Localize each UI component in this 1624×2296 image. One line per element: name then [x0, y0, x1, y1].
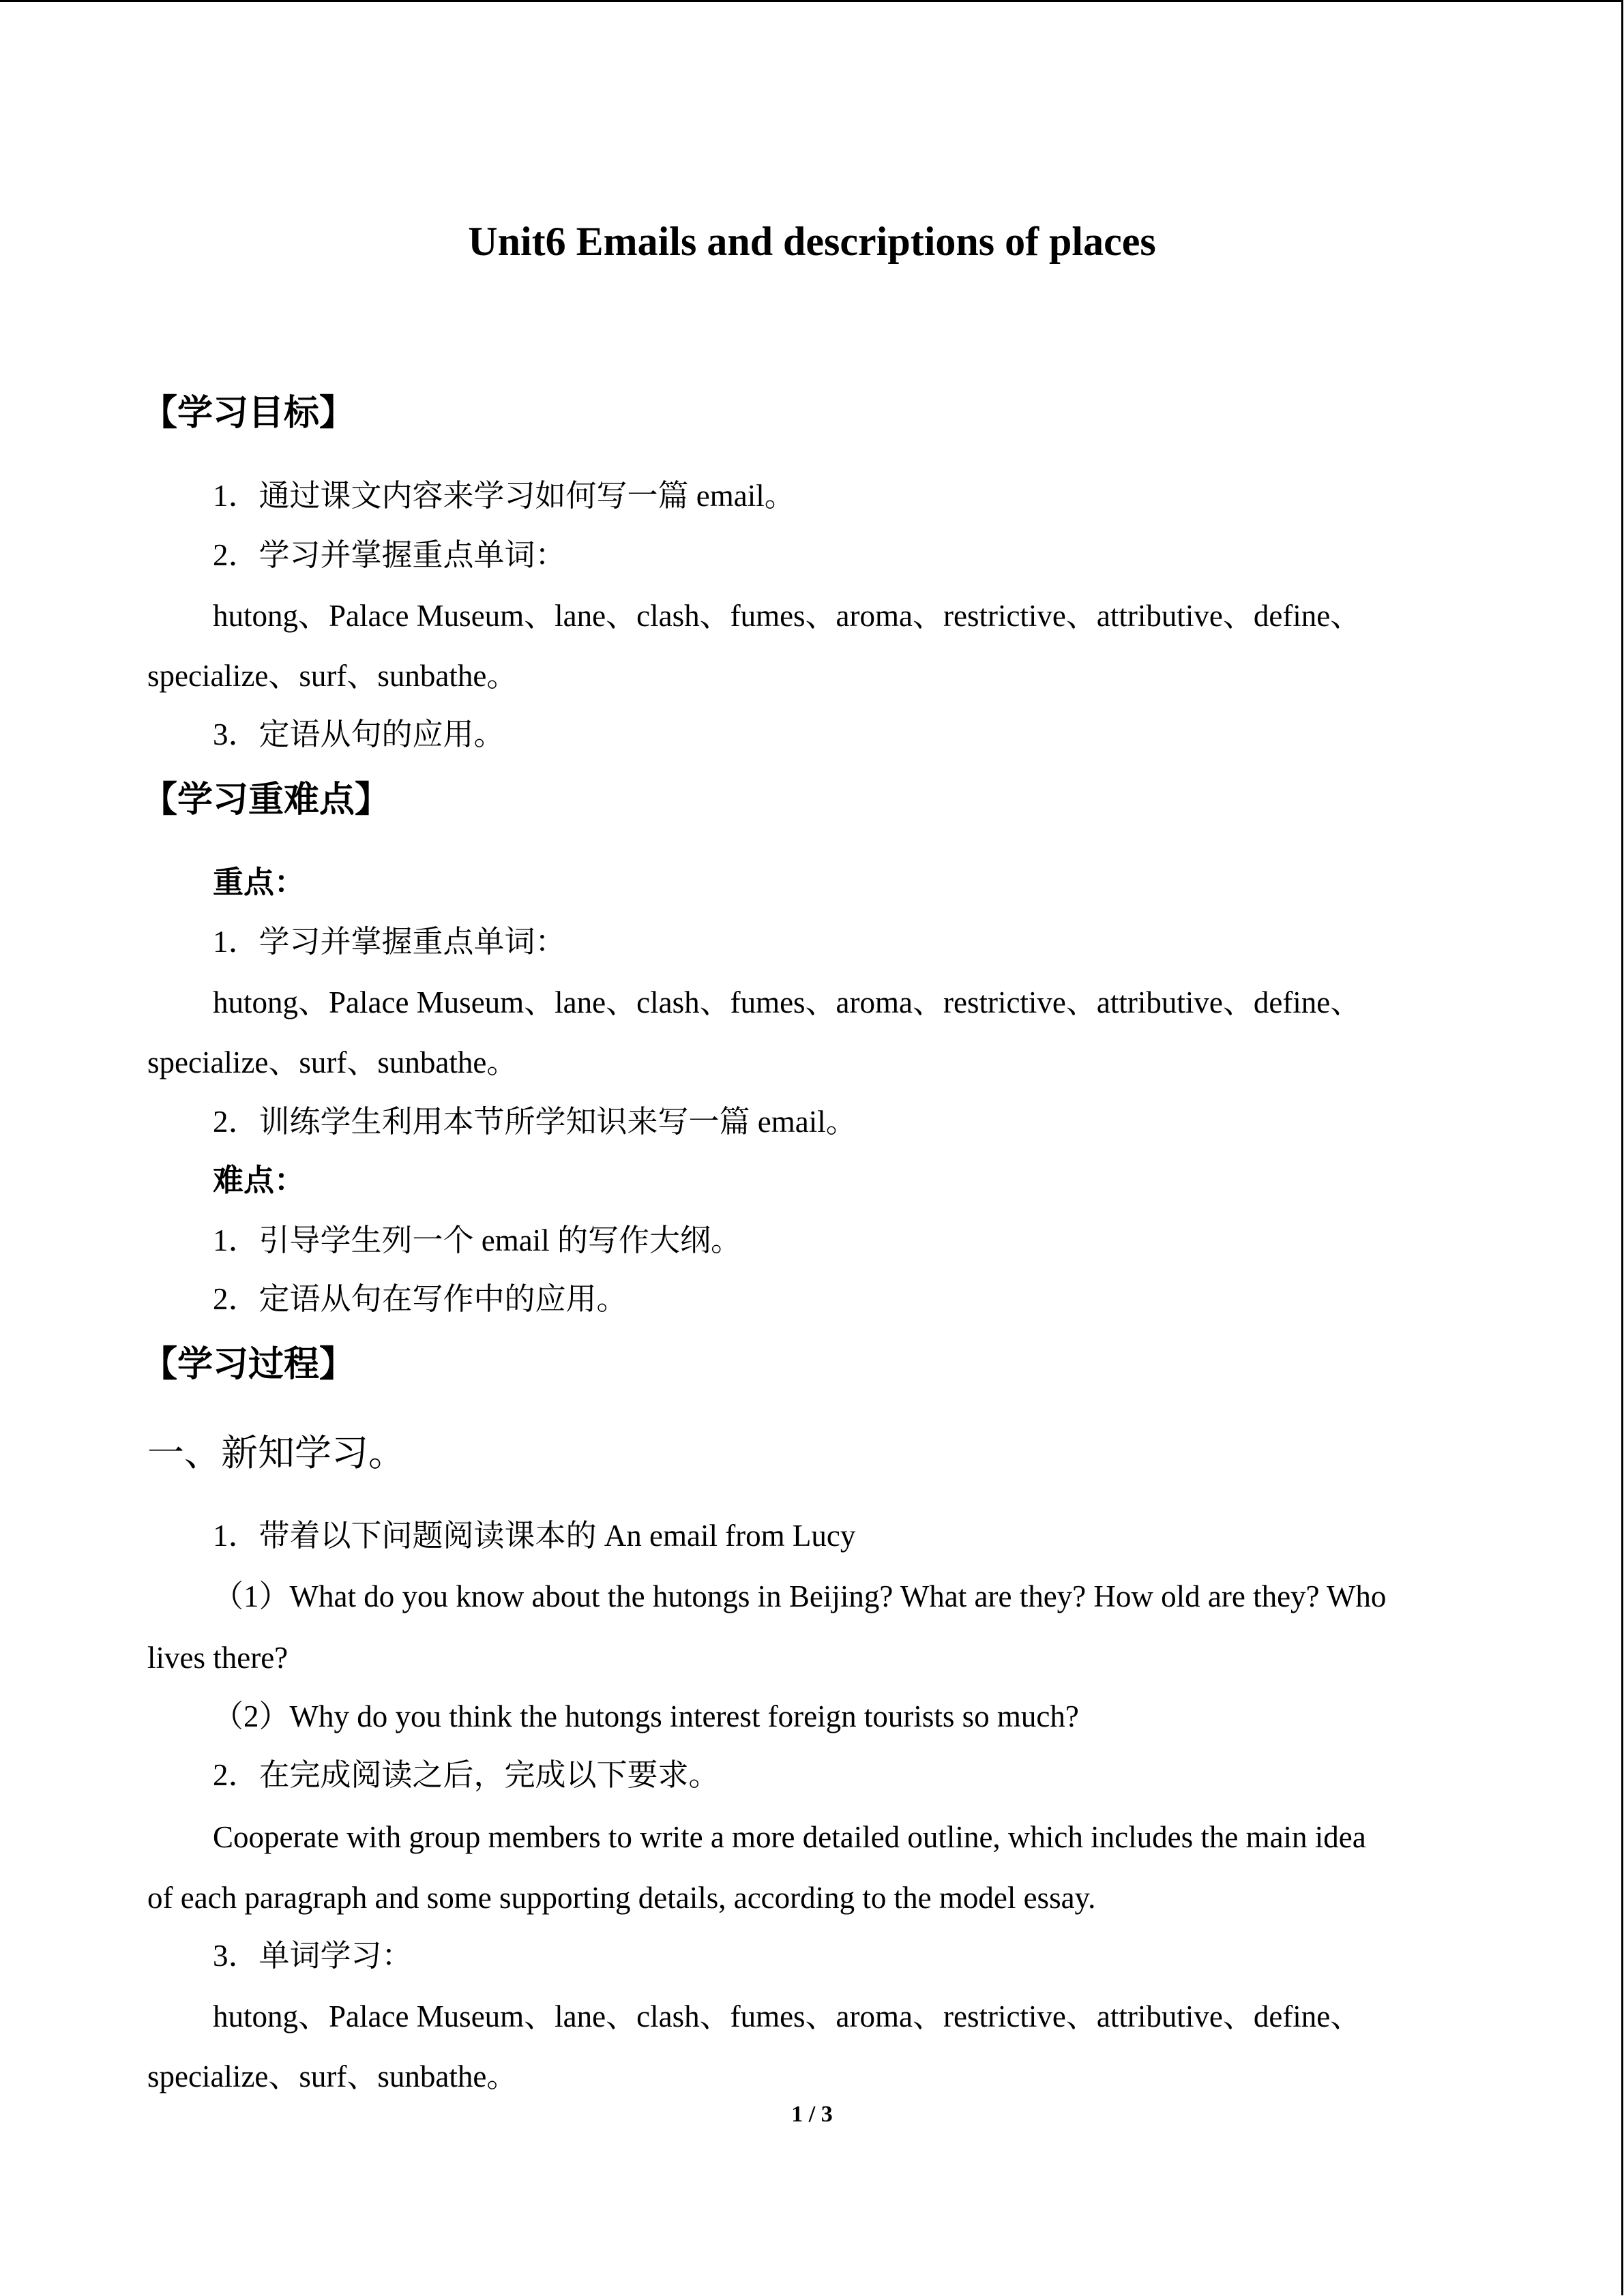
section-heading-objectives: 【学习目标】: [142, 394, 355, 433]
key-points-label: 重点：: [213, 865, 306, 899]
section-heading-process: 【学习过程】: [142, 1345, 355, 1384]
objective-item-2: 2．学习并掌握重点单词：: [213, 538, 566, 572]
objective-words-line-1: hutong、Palace Museum、lane、clash、fumes、aroma、restrictive、attributive、define、: [213, 599, 1361, 633]
process-part-1-title: 一、新知学习。: [147, 1433, 405, 1474]
process-words-line-1: hutong、Palace Museum、lane、clash、fumes、aroma、restrictive、attributive、define、: [213, 1999, 1361, 2033]
page-number: 1 / 3: [791, 2102, 833, 2127]
process-step-1: 1．带着以下问题阅读课本的 An email from Lucy: [213, 1519, 856, 1553]
difficult-item-2: 2．定语从句在写作中的应用。: [213, 1282, 628, 1316]
question-1-line-2: lives there?: [147, 1641, 289, 1675]
difficult-item-1: 1．引导学生列一个 email 的写作大纲。: [213, 1223, 741, 1257]
question-1-line-1: （1）What do you know about the hutongs in Beijing? What are they? How old are they? Who: [213, 1579, 1387, 1613]
process-words-line-2: specialize、surf、sunbathe。: [147, 2059, 518, 2093]
key-item-1: 1．学习并掌握重点单词：: [213, 925, 566, 959]
key-item-2: 2．训练学生利用本节所学知识来写一篇 email。: [213, 1105, 857, 1139]
objective-item-3: 3．定语从句的应用。: [213, 717, 505, 751]
task-line-1: Cooperate with group members to write a more detailed outline, which includes the main idea: [213, 1820, 1366, 1854]
process-step-2: 2．在完成阅读之后，完成以下要求。: [213, 1758, 720, 1792]
objective-words-line-2: specialize、surf、sunbathe。: [147, 659, 518, 693]
process-step-3: 3．单词学习：: [213, 1939, 413, 1973]
difficult-points-label: 难点：: [213, 1163, 306, 1197]
section-heading-key-points: 【学习重难点】: [142, 781, 391, 820]
key-words-line-2: specialize、surf、sunbathe。: [147, 1045, 518, 1079]
question-2: （2）Why do you think the hutongs interest foreign tourists so much?: [213, 1699, 1079, 1733]
task-line-2: of each paragraph and some supporting details, according to the model essay.: [147, 1881, 1096, 1915]
objective-item-1: 1．通过课文内容来学习如何写一篇 email。: [213, 479, 795, 513]
document-title: Unit6 Emails and descriptions of places: [468, 219, 1156, 264]
key-words-line-1: hutong、Palace Museum、lane、clash、fumes、aroma、restrictive、attributive、define、: [213, 985, 1361, 1019]
